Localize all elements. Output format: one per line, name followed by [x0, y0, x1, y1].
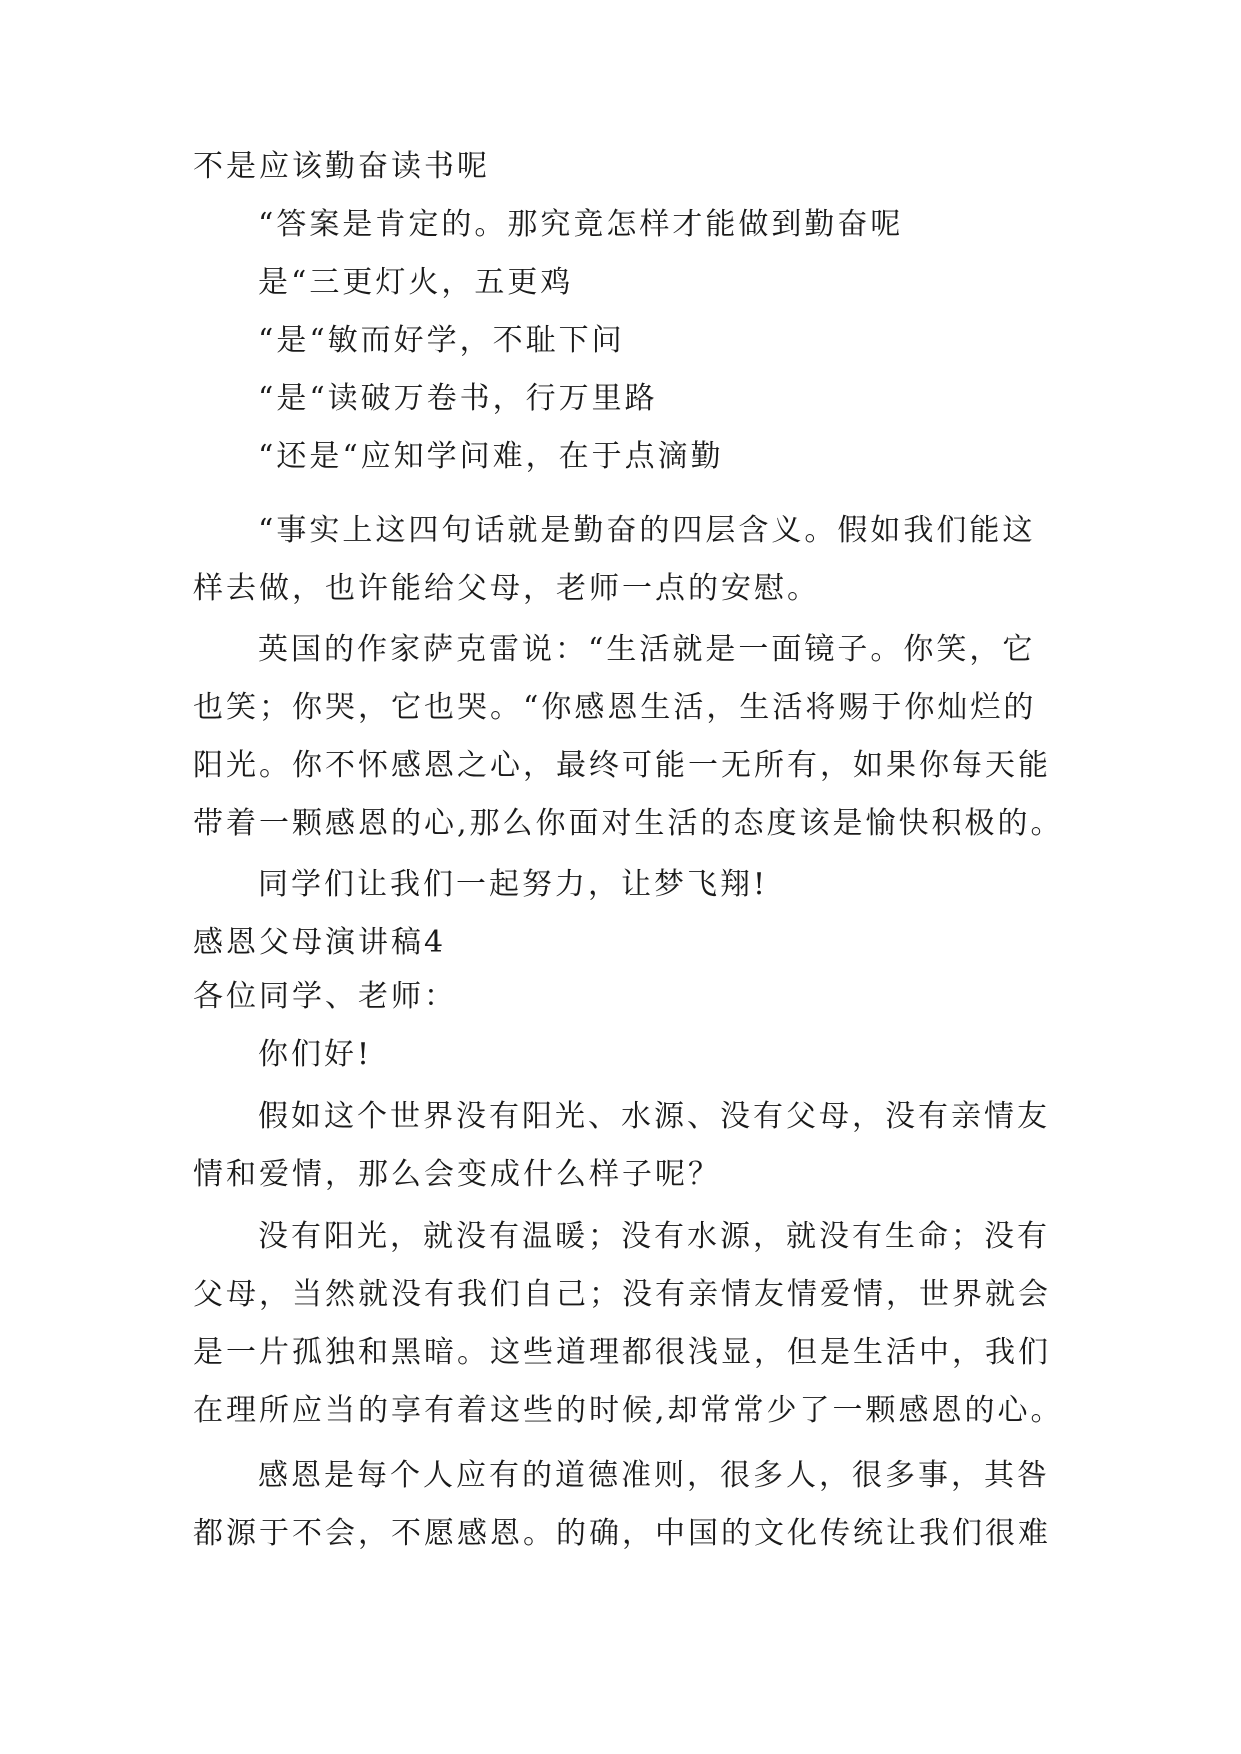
text-line: “是“敏而好学，不耻下问 [258, 323, 625, 358]
text-line: 你们好! [258, 1037, 373, 1072]
text-line: 假如这个世界没有阳光、水源、没有父母，没有亲情友 [258, 1099, 1050, 1134]
text-line: 同学们让我们一起努力，让梦飞翔! [258, 867, 769, 902]
text-line: “事实上这四句话就是勤奋的四层含义。假如我们能这 [258, 513, 1036, 548]
text-line: 感恩是每个人应有的道德准则，很多人，很多事，其咎 [258, 1458, 1050, 1493]
text-line: 阳光。你不怀感恩之心，最终可能一无所有，如果你每天能 [193, 748, 1051, 783]
text-line: 情和爱情，那么会变成什么样子呢？ [193, 1157, 721, 1192]
text-line: “还是“应知学问难，在于点滴勤 [258, 439, 724, 474]
text-line: 都源于不会，不愿感恩。的确，中国的文化传统让我们很难 [193, 1516, 1051, 1551]
text-line: 也笑；你哭，它也哭。“你感恩生活，生活将赐于你灿烂的 [193, 690, 1037, 725]
text-line: 父母，当然就没有我们自己；没有亲情友情爱情，世界就会 [193, 1277, 1051, 1312]
text-line: 带着一颗感恩的心,那么你面对生活的态度该是愉快积极的。 [193, 806, 1064, 841]
text-line: 是一片孤独和黑暗。这些道理都很浅显，但是生活中，我们 [193, 1335, 1051, 1370]
text-line: 样去做，也许能给父母，老师一点的安慰。 [193, 571, 820, 606]
text-line: 是“三更灯火，五更鸡 [258, 265, 574, 300]
text-line: “是“读破万卷书，行万里路 [258, 381, 658, 416]
text-line: 各位同学、老师： [193, 979, 457, 1014]
text-line: 在理所应当的享有着这些的时候,却常常少了一颗感恩的心。 [193, 1393, 1064, 1428]
text-line: 英国的作家萨克雷说：“生活就是一面镜子。你笑，它 [258, 632, 1036, 667]
text-line: 没有阳光，就没有温暖；没有水源，就没有生命；没有 [258, 1219, 1050, 1254]
text-line: 不是应该勤奋读书呢 [193, 149, 490, 184]
text-line: “答案是肯定的。那究竟怎样才能做到勤奋呢 [258, 207, 904, 242]
section-heading: 感恩父母演讲稿4 [193, 925, 447, 960]
